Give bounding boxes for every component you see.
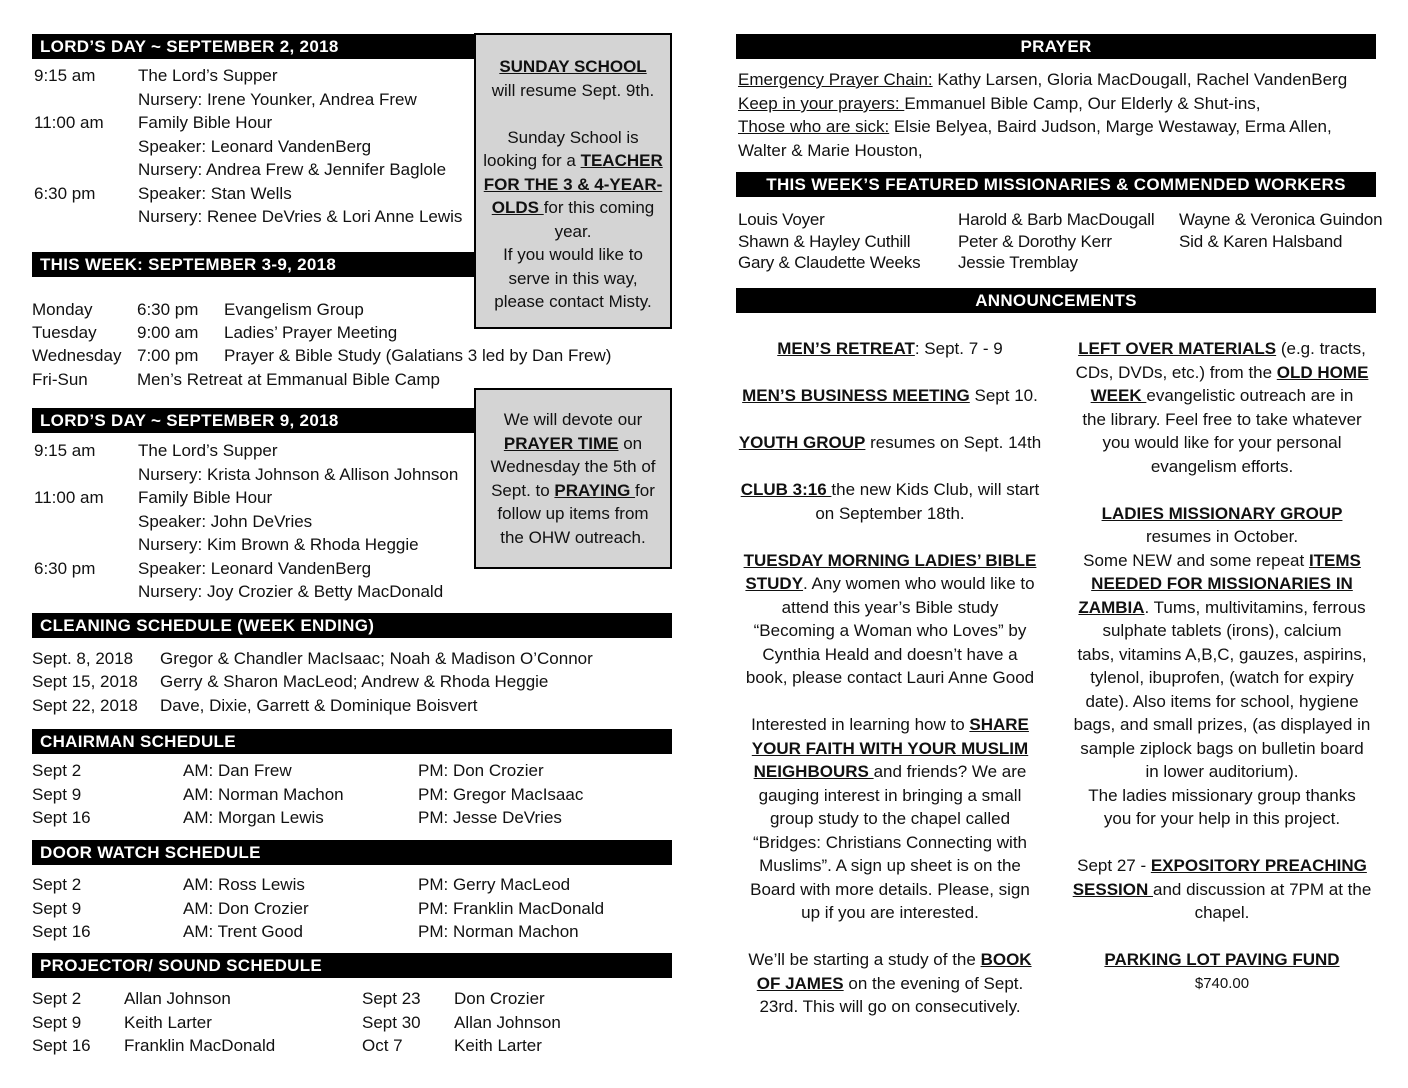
schedule-item: Speaker: Leonard VandenBerg <box>138 558 372 578</box>
tuesday-study-title: TUESDAY MORNING LADIES’ BIBLE <box>743 550 1037 570</box>
missionary-name: Sid & Karen Halsband <box>1179 231 1343 251</box>
schedule-item: Nursery: Andrea Frew & Jennifer Baglole <box>138 160 447 179</box>
parking-fund-amount: $740.00 <box>1194 974 1250 992</box>
schedule-item: Family Bible Hour <box>138 113 273 132</box>
prayer-chain-line: Emergency Prayer Chain: Kathy Larsen, Gloria MacDougall, Rachel VandenBerg <box>738 70 1348 89</box>
expository-line: Sept 27 - EXPOSITORY PREACHING <box>1077 856 1367 875</box>
mens-business-meeting: MEN’S BUSINESS MEETING Sept 10. <box>742 386 1038 405</box>
items-needed-line: sulphate tablets (irons), calcium <box>1102 621 1342 640</box>
youth-group: YOUTH GROUP resumes on Sept. 14th <box>738 433 1042 452</box>
week-event: Prayer & Bible Study (Galatians 3 led by Dan Frew) <box>224 346 612 366</box>
schedule-date: Sept 16 <box>32 808 91 827</box>
cleaning-date: Sept. 8, 2018 <box>32 649 134 668</box>
left-over-materials-line: CDs, DVDs, etc.) from the OLD HOME <box>1075 362 1369 382</box>
sunday-school-title: SUNDAY SCHOOL <box>499 57 647 76</box>
schedule-time: 6:30 pm <box>34 558 96 578</box>
projector-name: Allan Johnson <box>124 989 231 1008</box>
sunday-school-line: looking for a TEACHER <box>483 151 663 170</box>
missionary-name: Shawn & Hayley Cuthill <box>738 231 911 251</box>
items-needed-line: Some NEW and some repeat ITEMS <box>1083 550 1361 570</box>
schedule-item: Family Bible Hour <box>138 488 273 507</box>
tuesday-study-line: attend this year’s Bible study <box>781 597 999 617</box>
schedule-am: AM: Dan Frew <box>183 761 292 780</box>
projector-date: Sept 9 <box>32 1012 82 1032</box>
projector-name: Allan Johnson <box>454 1012 561 1032</box>
those-sick-line-2: Walter & Marie Houston, <box>738 141 923 160</box>
projector-date: Oct 7 <box>362 1036 403 1055</box>
schedule-pm: PM: Gregor MacIsaac <box>418 784 584 804</box>
cleaning-names: Gerry & Sharon MacLeod; Andrew & Rhoda Heggie <box>160 672 549 692</box>
schedule-pm: PM: Norman Machon <box>418 922 579 941</box>
left-over-materials-line: the library. Feel free to take whatever <box>1082 409 1362 429</box>
left-over-materials-line: WEEK evangelistic outreach are in <box>1090 386 1354 405</box>
schedule-item: The Lord’s Supper <box>138 441 278 460</box>
expository-line: chapel. <box>1194 903 1250 922</box>
cleaning-date: Sept 22, 2018 <box>32 695 138 715</box>
tuesday-study-line: STUDY. Any women who would like to <box>745 574 1035 593</box>
items-needed-line: bags, and small prizes, (as displayed in <box>1073 715 1371 734</box>
sunday-school-line: Sunday School is <box>507 127 639 147</box>
projector-date: Sept 2 <box>32 989 82 1008</box>
book-of-james-line: 23rd. This will go on consecutively. <box>759 997 1021 1016</box>
announcements-left-column <box>730 337 1050 1019</box>
share-faith-line: Interested in learning how to SHARE <box>751 715 1029 734</box>
items-needed-line: tylenol, ibuprofen, (watch for expiry <box>1090 668 1354 687</box>
items-needed-line: NEEDED FOR MISSIONARIES IN <box>1091 574 1353 593</box>
schedule-item: Speaker: Leonard VandenBerg <box>138 136 372 156</box>
schedule-am: AM: Norman Machon <box>183 784 344 804</box>
lords-day-2-header: LORD’S DAY ~ SEPTEMBER 9, 2018 <box>32 408 474 433</box>
schedule-pm: PM: Franklin MacDonald <box>418 898 605 918</box>
week-day: Tuesday <box>32 323 97 343</box>
week-day: Fri-Sun <box>32 369 88 389</box>
keep-in-prayers-line: Keep in your prayers: Emmanuel Bible Camp, Our Elderly & Shut-ins, <box>738 94 1261 113</box>
tuesday-study-line: Cynthia Heald and doesn’t have a <box>762 644 1018 664</box>
announcements-header: ANNOUNCEMENTS <box>736 288 1376 313</box>
week-time: Men’s Retreat at Emmanual Bible Camp <box>137 369 440 389</box>
share-faith-line: gauging interest in bringing a small <box>758 785 1022 805</box>
cleaning-header: CLEANING SCHEDULE (WEEK ENDING) <box>32 613 672 638</box>
schedule-item: Speaker: John DeVries <box>138 511 313 531</box>
book-of-james-line: OF JAMES on the evening of Sept. <box>756 973 1024 993</box>
schedule-am: AM: Morgan Lewis <box>183 808 324 827</box>
schedule-am: AM: Trent Good <box>183 922 303 941</box>
sunday-school-box <box>474 33 672 329</box>
schedule-date: Sept 9 <box>32 898 82 918</box>
prayer-time-line: follow up items from <box>497 504 649 523</box>
tuesday-study-line: book, please contact Lauri Anne Good <box>745 668 1035 687</box>
items-needed-line: tabs, vitamins A,B,C, gauzes, aspirins, <box>1077 644 1367 664</box>
projector-name: Keith Larter <box>454 1036 542 1055</box>
week-day: Wednesday <box>32 346 122 366</box>
missionary-name: Louis Voyer <box>738 210 825 229</box>
schedule-am: AM: Don Crozier <box>183 898 309 918</box>
cleaning-date: Sept 15, 2018 <box>32 672 138 692</box>
week-time: 6:30 pm <box>137 300 199 319</box>
items-needed-line: ZAMBIA. Tums, multivitamins, ferrous <box>1078 597 1366 617</box>
projector-date: Sept 23 <box>362 989 421 1008</box>
left-over-materials-line: LEFT OVER MATERIALS (e.g. tracts, <box>1078 339 1366 358</box>
schedule-time: 11:00 am <box>34 488 104 507</box>
share-faith-line: up if you are interested. <box>801 903 979 922</box>
this-week-header: THIS WEEK: SEPTEMBER 3-9, 2018 <box>32 252 474 277</box>
share-faith-line: Board with more details. Please, sign <box>750 879 1030 899</box>
week-event: Ladies’ Prayer Meeting <box>224 323 398 343</box>
chairman-header: CHAIRMAN SCHEDULE <box>32 729 672 754</box>
missionary-name: Wayne & Veronica Guindon <box>1179 210 1383 229</box>
door-watch-header: DOOR WATCH SCHEDULE <box>32 840 672 865</box>
projector-name: Don Crozier <box>454 989 545 1008</box>
cleaning-names: Gregor & Chandler MacIsaac; Noah & Madison O’Connor <box>160 649 593 668</box>
schedule-item: Nursery: Kim Brown & Rhoda Heggie <box>138 535 419 554</box>
schedule-pm: PM: Jesse DeVries <box>418 808 562 827</box>
prayer-time-line: Sept. to PRAYING for <box>491 480 655 500</box>
those-sick-line: Those who are sick: Elsie Belyea, Baird Judson, Marge Westaway, Erma Allen, <box>738 117 1332 136</box>
schedule-date: Sept 2 <box>32 761 82 780</box>
items-needed-line: sample ziplock bags on bulletin board <box>1080 738 1364 758</box>
cleaning-names: Dave, Dixie, Garrett & Dominique Boisvert <box>160 695 478 715</box>
missionary-name: Jessie Tremblay <box>958 253 1078 272</box>
schedule-item: Nursery: Renee DeVries & Lori Anne Lewis <box>138 207 463 226</box>
items-needed-line: The ladies missionary group thanks <box>1088 785 1356 805</box>
book-of-james-line: We’ll be starting a study of the BOOK <box>748 950 1032 969</box>
schedule-item: Nursery: Joy Crozier & Betty MacDonald <box>138 582 444 601</box>
items-needed-line: date). Also items for school, hygiene <box>1085 691 1359 711</box>
share-faith-line: “Bridges: Christians Connecting with <box>752 832 1027 852</box>
sunday-school-line: year. <box>554 221 592 241</box>
prayer-time-line: Wednesday the 5th of <box>490 457 656 476</box>
week-event: Evangelism Group <box>224 300 364 319</box>
prayer-time-box <box>474 388 672 569</box>
sunday-school-line: FOR THE 3 & 4-YEAR- <box>483 174 663 194</box>
left-over-materials-line: you would like for your personal <box>1102 433 1342 452</box>
schedule-item: Nursery: Krista Johnson & Allison Johnson <box>138 464 459 484</box>
schedule-pm: PM: Gerry MacLeod <box>418 875 571 894</box>
week-time: 9:00 am <box>137 323 199 343</box>
schedule-date: Sept 9 <box>32 784 82 804</box>
schedule-time: 9:15 am <box>34 66 96 85</box>
schedule-time: 11:00 am <box>34 113 104 132</box>
missionary-name: Harold & Barb MacDougall <box>958 210 1155 229</box>
lords-day-1-header: LORD’S DAY ~ SEPTEMBER 2, 2018 <box>32 34 672 59</box>
prayer-time-line: We will devote our <box>503 410 643 429</box>
club-316-line-2: on September 18th. <box>815 503 965 523</box>
expository-line: SESSION and discussion at 7PM at the <box>1072 879 1372 899</box>
sunday-school-line: please contact Misty. <box>494 292 652 311</box>
sunday-school-line: serve in this way, <box>508 268 638 288</box>
items-needed-line: in lower auditorium). <box>1145 762 1299 781</box>
club-316: CLUB 3:16 the new Kids Club, will start <box>740 480 1040 499</box>
ladies-missionary-title: LADIES MISSIONARY GROUP <box>1101 503 1343 523</box>
projector-name: Keith Larter <box>124 1012 212 1032</box>
schedule-item: Nursery: Irene Younker, Andrea Frew <box>138 89 417 109</box>
share-faith-line: group study to the chapel called <box>769 809 1011 828</box>
share-faith-line: NEIGHBOURS and friends? We are <box>753 762 1027 781</box>
sunday-school-line: will resume Sept. 9th. <box>491 80 655 100</box>
schedule-am: AM: Ross Lewis <box>183 875 305 894</box>
parking-fund-title: PARKING LOT PAVING FUND <box>1104 950 1340 969</box>
projector-header: PROJECTOR/ SOUND SCHEDULE <box>32 953 672 978</box>
week-day: Monday <box>32 300 93 319</box>
sunday-school-line: OLDS for this coming <box>491 198 655 217</box>
share-faith-line: YOUR FAITH WITH YOUR MUSLIM <box>751 738 1029 758</box>
schedule-date: Sept 2 <box>32 875 82 894</box>
announcements-right-column <box>1058 337 1386 995</box>
prayer-time-line: the OHW outreach. <box>500 527 646 547</box>
missionary-name: Peter & Dorothy Kerr <box>958 231 1112 251</box>
prayer-time-line: PRAYER TIME on <box>503 433 643 453</box>
items-needed-line: you for your help in this project. <box>1103 809 1341 828</box>
week-time: 7:00 pm <box>137 346 199 366</box>
left-over-materials-line: evangelism efforts. <box>1150 456 1294 476</box>
schedule-item: Speaker: Stan Wells <box>138 183 292 203</box>
missionaries-header: THIS WEEK’S FEATURED MISSIONARIES & COMMENDED WORKERS <box>736 172 1376 197</box>
mens-retreat: MEN’S RETREAT: Sept. 7 - 9 <box>777 339 1003 358</box>
projector-name: Franklin MacDonald <box>124 1036 276 1055</box>
projector-date: Sept 16 <box>32 1036 91 1055</box>
tuesday-study-line: “Becoming a Woman who Loves” by <box>753 621 1027 640</box>
projector-date: Sept 30 <box>362 1012 421 1032</box>
share-faith-line: Muslims”. A sign up sheet is on the <box>759 856 1021 875</box>
schedule-item: The Lord’s Supper <box>138 66 278 85</box>
ladies-missionary-line: resumes in October. <box>1145 527 1299 546</box>
schedule-date: Sept 16 <box>32 922 91 941</box>
prayer-header: PRAYER <box>736 34 1376 59</box>
sunday-school-line: If you would like to <box>503 245 643 264</box>
schedule-pm: PM: Don Crozier <box>418 761 544 780</box>
schedule-time: 6:30 pm <box>34 183 96 203</box>
missionary-name: Gary & Claudette Weeks <box>738 253 921 272</box>
schedule-time: 9:15 am <box>34 441 96 460</box>
